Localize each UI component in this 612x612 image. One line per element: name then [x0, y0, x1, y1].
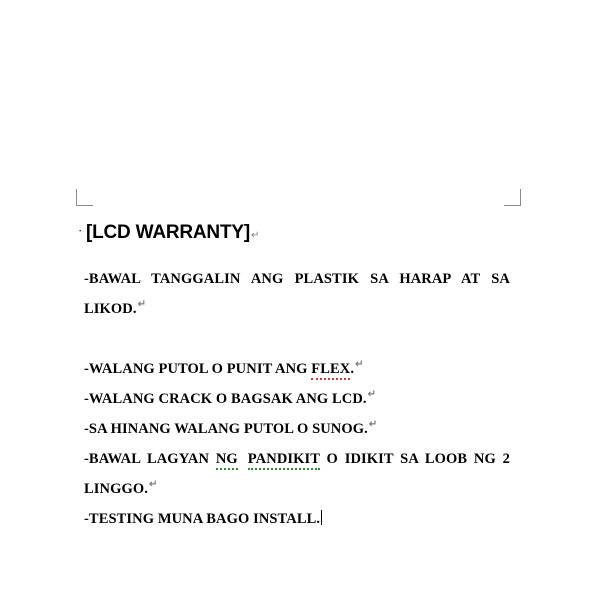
paragraph-mark-icon: ↵ — [148, 479, 158, 491]
list-item — [84, 504, 510, 534]
list-item-text: -WALANG CRACK O BAGSAK ANG LCD. — [84, 391, 367, 407]
paragraph-mark-icon: ↵ — [355, 359, 364, 371]
grammar-flagged-word[interactable]: NG — [216, 451, 238, 470]
crop-mark-top-right — [504, 189, 521, 206]
list-item-text: -BAWAL LAGYAN — [84, 451, 216, 467]
paragraph-mark-icon: ↵ — [137, 299, 147, 311]
list-item-text: -BAWAL TANGGALIN ANG PLASTIK SA HARAP AT SA LIKOD. — [84, 271, 510, 317]
heading-lcd-warranty — [78, 222, 510, 244]
paragraph-mark-icon: ↵ — [250, 230, 260, 241]
grammar-flagged-word[interactable]: PANDIKIT — [248, 451, 320, 470]
list-item — [84, 264, 510, 354]
list-item — [84, 444, 510, 504]
list-item — [84, 384, 510, 414]
list-item-text: -TESTING MUNA BAGO INSTALL. — [84, 511, 321, 527]
list-item-text-tail: O IDIKIT SA LOOB NG 2 LINGGO. — [84, 451, 510, 497]
misspelled-word[interactable]: FLEX — [311, 361, 350, 380]
text-cursor — [321, 510, 322, 525]
list-item — [84, 354, 510, 384]
paragraph-mark-icon: ↵ — [368, 419, 378, 431]
document-body[interactable] — [78, 222, 510, 534]
list-item-text: -WALANG PUTOL O PUNIT ANG — [84, 361, 312, 377]
bullet-icon: · — [78, 223, 83, 238]
crop-mark-top-left — [76, 189, 93, 206]
heading-text: [LCD WARRANTY] — [86, 222, 250, 243]
list-item-text: -SA HINANG WALANG PUTOL O SUNOG. — [84, 421, 368, 437]
list-item-text-tail: . — [350, 361, 355, 377]
paragraph-mark-icon: ↵ — [367, 389, 377, 401]
list-item — [84, 414, 510, 444]
